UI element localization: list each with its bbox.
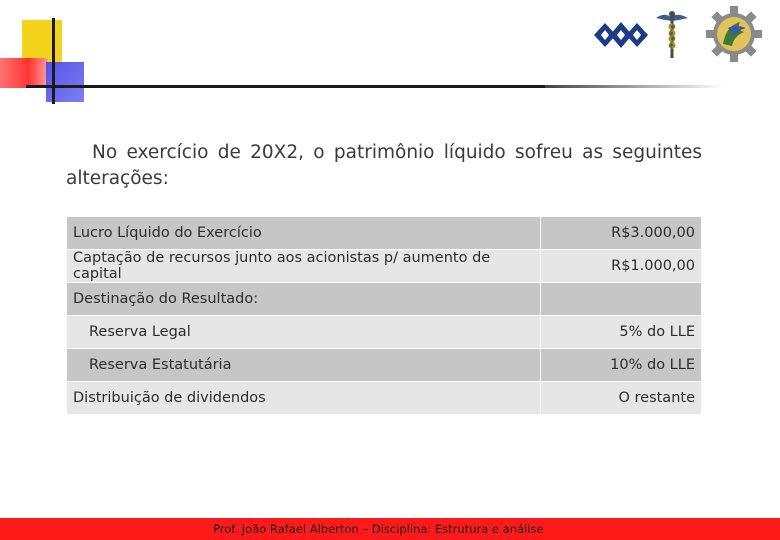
row-value: R$1.000,00 xyxy=(541,250,702,283)
equity-changes-table xyxy=(66,216,702,415)
row-value: 10% do LLE xyxy=(541,349,702,382)
row-label: Destinação do Resultado: xyxy=(67,283,541,316)
decorative-horizontal-line xyxy=(26,85,546,88)
row-label: Lucro Líquido do Exercício xyxy=(67,217,541,250)
row-value xyxy=(541,283,702,316)
table-row xyxy=(67,382,702,415)
table-row xyxy=(67,250,702,283)
row-value: O restante xyxy=(541,382,702,415)
table-row xyxy=(67,217,702,250)
row-label: Captação de recursos junto aos acionistas p/ aumento de capital xyxy=(67,250,541,283)
decorative-line-fade xyxy=(545,85,725,88)
row-value: 5% do LLE xyxy=(541,316,702,349)
caduceus-logo-icon xyxy=(654,8,690,60)
row-label: Reserva Estatutária xyxy=(67,349,541,382)
decorative-red-bar xyxy=(0,58,48,88)
row-label: Distribuição de dividendos xyxy=(67,382,541,415)
table-row xyxy=(67,316,702,349)
intro-paragraph: No exercício de 20X2, o patrimônio líquido sofreu as seguintes alterações: xyxy=(66,142,702,189)
diamond-shapes-logo-icon xyxy=(592,18,650,52)
decorative-vertical-line xyxy=(52,18,55,104)
table-row xyxy=(67,283,702,316)
row-label: Reserva Legal xyxy=(67,316,541,349)
row-value: R$3.000,00 xyxy=(541,217,702,250)
footer-bar xyxy=(0,518,780,540)
footer-text: Prof. João Rafael Alberton – Disciplina: Estrutura e análise xyxy=(213,522,544,536)
table-row xyxy=(67,349,702,382)
gear-logo-icon xyxy=(706,6,762,62)
